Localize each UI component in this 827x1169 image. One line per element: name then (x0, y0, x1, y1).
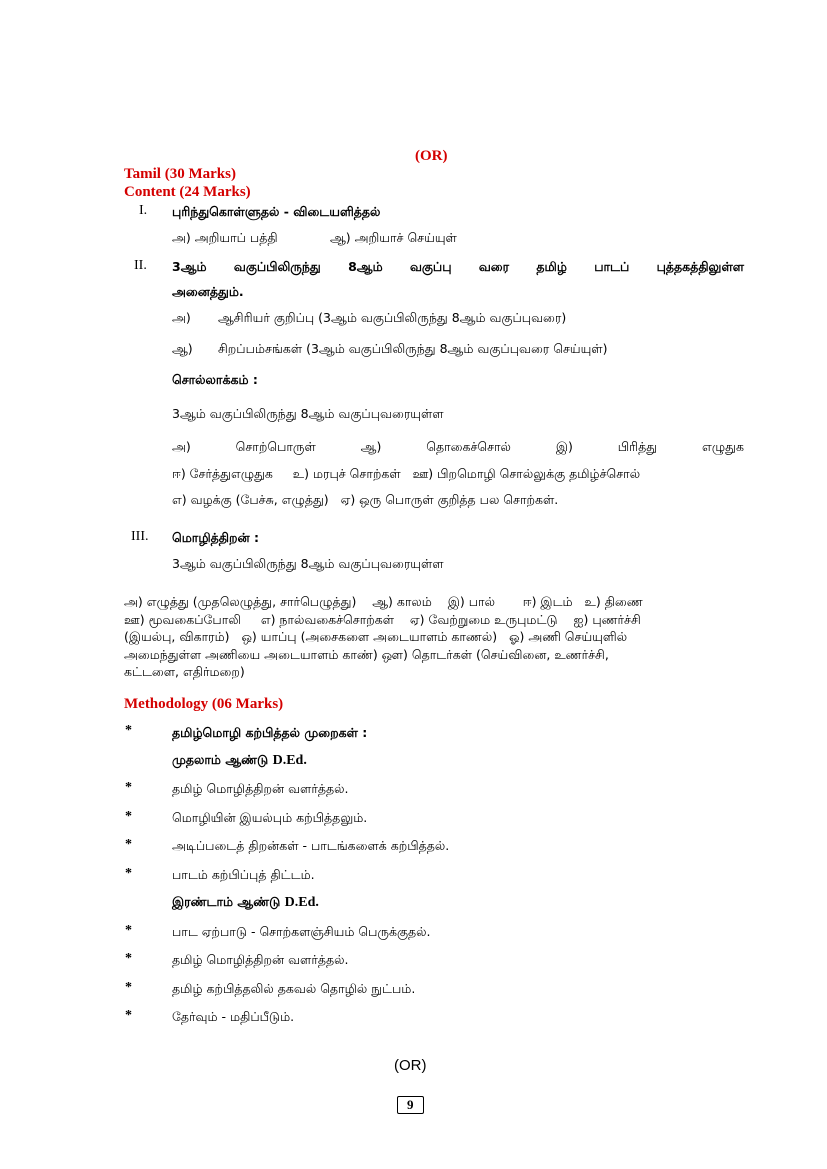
part1-numeral: I. (139, 203, 148, 218)
methodology-title: Methodology (06 Marks) (124, 696, 284, 712)
part2-sub-a-text: ஆசிரியர் குறிப்பு (3ஆம் வகுப்பிலிருந்து 8ஆம் வகுப்புவரை) (218, 310, 567, 325)
part2-sub-a-label: அ) (172, 310, 191, 325)
content-title: Content (24 Marks) (124, 184, 251, 200)
year1-item: பாடம் கற்பிப்புத் திட்டம். (172, 867, 315, 882)
year1-item: மொழியின் இயல்பும் கற்பித்தலும். (172, 810, 368, 825)
vocab-item: சொற்பொருள் (235, 439, 316, 454)
year1-heading (172, 752, 307, 769)
part2-heading-word: வரை (478, 259, 510, 274)
vocab-item: தொகைச்சொல் (426, 439, 511, 454)
bullet: * (125, 809, 132, 824)
part2-heading-line1 (172, 259, 744, 276)
part2-heading-word: வகுப்பிலிருந்து (233, 259, 321, 274)
vocab-item: அ) (172, 439, 191, 454)
year2-item: தமிழ் கற்பித்தலில் தகவல் தொழில் நுட்பம். (172, 981, 416, 996)
grammar-line: கட்டளை, எதிர்மறை) (124, 664, 245, 679)
grammar-line: அமைந்துள்ள அணியை அடையாளம் காண்) ஔ) தொடர்கள் (செய்வினை, உணர்ச்சி, (124, 646, 609, 662)
part2-heading-word: பாடப் (594, 259, 630, 274)
grammar-line: ஊ) மூவகைப்போலி எ) நால்வகைச்சொற்கள் ஏ) வேற்றுமை உருபுமட்டு ஐ) புணர்ச்சி (124, 611, 641, 627)
vocab-item: ஆ) (360, 439, 382, 454)
part1-item-a: அ) அறியாப் பத்தி (172, 230, 278, 245)
bullet: * (125, 1008, 132, 1023)
vocab-row-2: ஈ) சேர்த்துஎழுதுக உ) மரபுச் சொற்கள் ஊ) பிறமொழி சொல்லுக்கு தமிழ்ச்சொல் (172, 466, 641, 481)
year1-heading-ded: D.Ed. (272, 753, 307, 768)
bullet: * (125, 951, 132, 966)
part2-heading-word: 8ஆம் (348, 259, 383, 274)
year2-heading-ded: D.Ed. (284, 895, 319, 910)
vocab-range: 3ஆம் வகுப்பிலிருந்து 8ஆம் வகுப்புவரையுள்ள (172, 406, 444, 421)
bullet: * (125, 866, 132, 881)
bullet: * (125, 780, 132, 795)
vocab-item: எழுதுக (702, 439, 744, 454)
year2-item: பாட ஏற்பாடு - சொற்களஞ்சியம் பெருக்குதல். (172, 924, 431, 939)
part1-heading: புரிந்துகொள்ளுதல் - விடையளித்தல் (172, 204, 381, 219)
year1-item: தமிழ் மொழித்திறன் வளர்த்தல். (172, 781, 349, 796)
year2-item: தேர்வும் - மதிப்பீடும். (172, 1009, 295, 1024)
bullet: * (125, 837, 132, 852)
part2-heading-word: 3ஆம் (172, 259, 207, 274)
part2-heading-line2: அனைத்தும். (172, 284, 244, 299)
part2-heading-word: வகுப்பு (409, 259, 452, 274)
or-heading-bottom: (OR) (394, 1057, 427, 1074)
part1-item-b: ஆ) அறியாச் செய்யுள் (330, 230, 457, 245)
year2-item: தமிழ் மொழித்திறன் வளர்த்தல். (172, 952, 349, 967)
vocab-row-1 (172, 439, 744, 456)
part2-sub-b-label: ஆ) (172, 341, 193, 356)
bullet: * (125, 980, 132, 995)
part2-heading-word: புத்தகத்திலுள்ள (656, 259, 744, 274)
or-heading-top: (OR) (415, 148, 448, 164)
page-number: 9 (397, 1096, 424, 1114)
vocab-row-3: எ) வழக்கு (பேச்சு, எழுத்து) ஏ) ஒரு பொருள் குறித்த பல சொற்கள். (172, 492, 559, 507)
grammar-line: அ) எழுத்து (முதலெழுத்து, சார்பெழுத்து) ஆ) காலம் இ) பால் ஈ) இடம் உ) திணை (124, 594, 643, 609)
part3-heading: மொழித்திறன் : (172, 530, 259, 545)
part2-heading-word: தமிழ் (536, 259, 567, 274)
vocab-item: இ) (555, 439, 573, 454)
grammar-block (124, 593, 744, 681)
year2-heading-tamil: இரண்டாம் ஆண்டு (172, 894, 281, 909)
part2-sub-b-text: சிறப்பம்சங்கள் (3ஆம் வகுப்பிலிருந்து 8ஆம் வகுப்புவரை செய்யுள்) (218, 341, 608, 356)
methods-heading: தமிழ்மொழி கற்பித்தல் முறைகள் : (172, 725, 368, 740)
part3-numeral: III. (131, 529, 149, 544)
vocab-heading: சொல்லாக்கம் : (172, 372, 258, 387)
part2-numeral: II. (134, 258, 147, 273)
vocab-item: பிரித்து (617, 439, 658, 454)
year1-heading-tamil: முதலாம் ஆண்டு (172, 752, 269, 767)
year1-item: அடிப்படைத் திறன்கள் - பாடங்களைக் கற்பித்தல். (172, 838, 450, 853)
part3-range: 3ஆம் வகுப்பிலிருந்து 8ஆம் வகுப்புவரையுள்ள (172, 556, 444, 571)
bullet: * (125, 923, 132, 938)
section-title: Tamil (30 Marks) (124, 166, 236, 182)
grammar-line: (இயல்பு, விகாரம்) ஒ) யாப்பு (அசைகளை அடையாளம் காணல்) ஓ) அணி செய்யுளில் (124, 629, 628, 644)
bullet: * (125, 723, 132, 738)
year2-heading (172, 894, 319, 911)
